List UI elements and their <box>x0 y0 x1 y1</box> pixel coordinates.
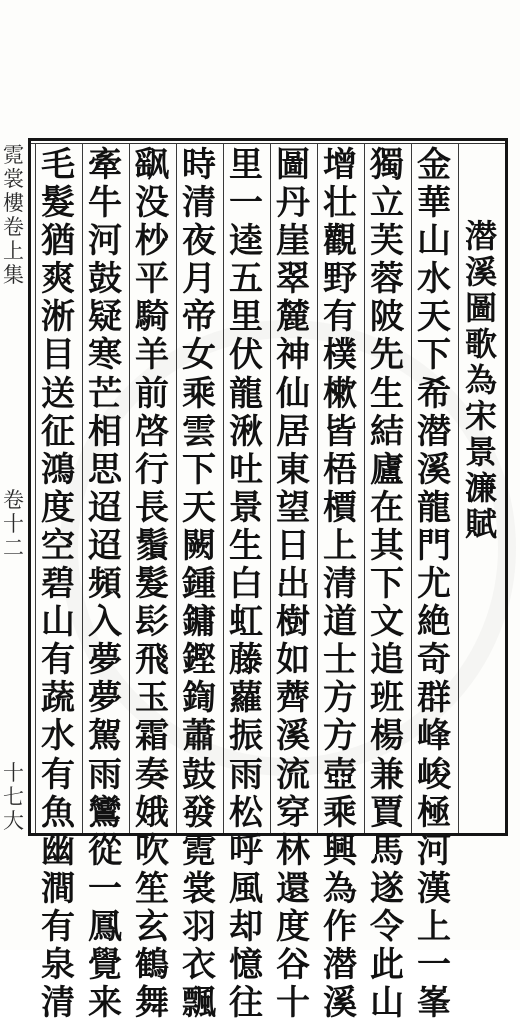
character: 振 <box>229 716 263 757</box>
character: 濂 <box>464 469 497 507</box>
character: 飛 <box>135 640 169 681</box>
character: 騎 <box>135 297 169 338</box>
character: 蔬 <box>41 678 75 719</box>
edge-character: 卷 <box>3 488 24 512</box>
character: 雲 <box>182 411 216 452</box>
character: 山 <box>417 221 451 262</box>
character: 五 <box>229 259 263 300</box>
character: 鬚 <box>135 525 169 566</box>
character: 壺 <box>323 754 357 795</box>
character: 帝 <box>182 297 216 338</box>
character: 長 <box>135 487 169 528</box>
character: 駕 <box>88 716 122 757</box>
character: 金 <box>417 145 451 185</box>
character: 羽 <box>182 906 216 947</box>
character: 牛 <box>88 183 122 224</box>
character: 清 <box>323 564 357 605</box>
character: 迢 <box>88 525 122 566</box>
character: 峻 <box>417 754 451 795</box>
character: 鴻 <box>41 449 75 490</box>
character: 河 <box>417 830 451 871</box>
character: 其 <box>370 525 404 566</box>
character: 群 <box>417 678 451 719</box>
character: 十 <box>276 983 310 1023</box>
character: 空 <box>41 525 75 566</box>
character: 飄 <box>182 983 216 1023</box>
character: 闕 <box>182 525 216 566</box>
character: 此 <box>370 944 404 985</box>
character: 東 <box>276 449 310 490</box>
character: 芙 <box>370 221 404 262</box>
character: 令 <box>370 906 404 947</box>
character: 賦 <box>464 505 497 543</box>
character: 有 <box>41 640 75 681</box>
character: 淅 <box>41 297 75 338</box>
character: 如 <box>276 640 310 681</box>
character: 羊 <box>135 335 169 376</box>
title-column <box>460 146 502 904</box>
character: 觀 <box>323 221 357 262</box>
edge-character: 七 <box>3 785 24 809</box>
text-column-4 <box>272 145 314 1023</box>
character: 尤 <box>417 564 451 605</box>
character: 蘿 <box>229 678 263 719</box>
edge-character: 卷 <box>3 215 24 239</box>
character: 夜 <box>182 221 216 262</box>
character: 奇 <box>417 640 451 681</box>
character: 毛 <box>41 145 75 185</box>
character: 思 <box>88 449 122 490</box>
character: 絶 <box>417 602 451 643</box>
character: 猶 <box>41 221 75 262</box>
column-rule <box>82 143 83 833</box>
character: 湫 <box>229 411 263 452</box>
character: 景 <box>464 433 497 471</box>
character: 迢 <box>88 487 122 528</box>
character: 樹 <box>276 602 310 643</box>
column-rule <box>129 143 130 833</box>
character: 兼 <box>370 754 404 795</box>
character: 廬 <box>370 449 404 490</box>
character: 班 <box>370 678 404 719</box>
character: 歌 <box>464 325 497 363</box>
character: 藤 <box>229 640 263 681</box>
edge-character: 十 <box>3 512 24 536</box>
text-column-1 <box>413 145 455 1023</box>
text-column-3 <box>319 145 361 1023</box>
character: 結 <box>370 411 404 452</box>
character: 天 <box>417 297 451 338</box>
character: 景 <box>229 487 263 528</box>
character: 還 <box>276 868 310 909</box>
character: 入 <box>88 602 122 643</box>
character: 往 <box>229 983 263 1023</box>
character: 從 <box>88 830 122 871</box>
character: 杪 <box>135 221 169 262</box>
character: 龍 <box>417 487 451 528</box>
character: 谷 <box>276 944 310 985</box>
character: 女 <box>182 335 216 376</box>
frame-right-border <box>505 138 508 836</box>
edge-page-number <box>0 761 27 809</box>
character: 先 <box>370 335 404 376</box>
character: 一 <box>88 868 122 909</box>
character: 峯 <box>417 983 451 1023</box>
text-column-8 <box>84 145 126 1023</box>
character: 潜 <box>464 217 497 255</box>
character: 相 <box>88 411 122 452</box>
character: 却 <box>229 906 263 947</box>
character: 一 <box>229 183 263 224</box>
character: 前 <box>135 373 169 414</box>
character: 在 <box>370 487 404 528</box>
character: 吐 <box>229 449 263 490</box>
character: 頻 <box>88 564 122 605</box>
edge-character: 二 <box>3 536 24 560</box>
character: 時 <box>182 145 216 185</box>
character: 虹 <box>229 602 263 643</box>
character: 雨 <box>229 754 263 795</box>
character: 度 <box>276 906 310 947</box>
character: 為 <box>464 361 497 399</box>
character: 鳳 <box>88 906 122 947</box>
character: 幽 <box>41 830 75 871</box>
character: 穿 <box>276 792 310 833</box>
page-edge-strip <box>0 143 27 833</box>
character: 生 <box>229 525 263 566</box>
character: 疑 <box>88 297 122 338</box>
column-rule <box>317 143 318 833</box>
edge-character: 上 <box>3 239 24 263</box>
character: 野 <box>323 259 357 300</box>
character: 望 <box>276 487 310 528</box>
character: 麓 <box>276 297 310 338</box>
character: 月 <box>182 259 216 300</box>
character: 圖 <box>464 289 497 327</box>
character: 增 <box>323 145 357 185</box>
character: 溪 <box>464 253 497 291</box>
character: 鍾 <box>182 564 216 605</box>
edge-character: 裳 <box>3 167 24 191</box>
character: 山 <box>41 602 75 643</box>
character: 楊 <box>370 716 404 757</box>
character: 衣 <box>182 944 216 985</box>
character: 裳 <box>182 868 216 909</box>
character: 峰 <box>417 716 451 757</box>
text-column-5 <box>225 145 267 1023</box>
character: 天 <box>182 487 216 528</box>
character: 清 <box>41 983 75 1023</box>
character: 追 <box>370 640 404 681</box>
character: 澗 <box>41 868 75 909</box>
character: 乘 <box>182 373 216 414</box>
character: 玉 <box>135 678 169 719</box>
edge-character: 十 <box>3 761 24 785</box>
character: 白 <box>229 564 263 605</box>
character: 里 <box>229 297 263 338</box>
character: 龍 <box>229 373 263 414</box>
character: 為 <box>323 868 357 909</box>
character: 伏 <box>229 335 263 376</box>
edge-foot-mark <box>0 809 27 833</box>
text-column-7 <box>131 145 173 1023</box>
character: 潜 <box>323 944 357 985</box>
column-rule <box>270 143 271 833</box>
character: 吹 <box>135 830 169 871</box>
edge-volume-number <box>0 488 27 560</box>
character: 風 <box>229 868 263 909</box>
character: 碧 <box>41 564 75 605</box>
character: 髟 <box>135 602 169 643</box>
character: 笙 <box>135 868 169 909</box>
character: 鍧 <box>182 678 216 719</box>
character: 送 <box>41 373 75 414</box>
character: 覺 <box>88 944 122 985</box>
character: 陂 <box>370 297 404 338</box>
character: 下 <box>417 335 451 376</box>
character: 呼 <box>229 830 263 871</box>
character: 馬 <box>370 830 404 871</box>
character: 鏞 <box>182 602 216 643</box>
character: 林 <box>276 830 310 871</box>
character: 逵 <box>229 221 263 262</box>
character: 希 <box>417 373 451 414</box>
character: 髮 <box>41 183 75 224</box>
character: 夢 <box>88 678 122 719</box>
character: 奏 <box>135 754 169 795</box>
character: 賈 <box>370 792 404 833</box>
character: 娥 <box>135 792 169 833</box>
character: 有 <box>41 754 75 795</box>
character: 潜 <box>417 411 451 452</box>
character: 鸞 <box>88 792 122 833</box>
edge-character: 大 <box>3 809 24 833</box>
character: 丹 <box>276 183 310 224</box>
character: 檟 <box>323 487 357 528</box>
frame-top-inner-rule <box>30 143 508 144</box>
character: 溪 <box>276 716 310 757</box>
character: 牽 <box>88 145 122 185</box>
character: 獨 <box>370 145 404 185</box>
character: 乘 <box>323 792 357 833</box>
edge-character: 集 <box>3 263 24 287</box>
character: 有 <box>323 297 357 338</box>
character: 夢 <box>88 640 122 681</box>
character: 方 <box>323 716 357 757</box>
character: 漢 <box>417 868 451 909</box>
character: 鶴 <box>135 944 169 985</box>
character: 梧 <box>323 449 357 490</box>
character: 上 <box>417 906 451 947</box>
column-rule <box>223 143 224 833</box>
character: 水 <box>417 259 451 300</box>
character: 蕭 <box>182 716 216 757</box>
character: 舞 <box>135 983 169 1023</box>
character: 清 <box>182 183 216 224</box>
character: 下 <box>370 564 404 605</box>
character: 道 <box>323 602 357 643</box>
character: 溪 <box>323 983 357 1023</box>
character: 華 <box>417 183 451 224</box>
character: 上 <box>323 525 357 566</box>
character: 魚 <box>41 792 75 833</box>
character: 寒 <box>88 335 122 376</box>
character: 行 <box>135 449 169 490</box>
character: 里 <box>229 145 263 185</box>
character: 興 <box>323 830 357 871</box>
character: 没 <box>135 183 169 224</box>
character: 鏗 <box>182 640 216 681</box>
column-rule <box>411 143 412 833</box>
character: 發 <box>182 792 216 833</box>
character: 雨 <box>88 754 122 795</box>
character: 仙 <box>276 373 310 414</box>
character: 薺 <box>276 678 310 719</box>
character: 門 <box>417 525 451 566</box>
character: 流 <box>276 754 310 795</box>
character: 遂 <box>370 868 404 909</box>
character: 度 <box>41 487 75 528</box>
edge-book-title <box>0 143 27 287</box>
character: 皆 <box>323 411 357 452</box>
character: 啓 <box>135 411 169 452</box>
character: 鼓 <box>88 259 122 300</box>
text-column-9 <box>37 145 79 1023</box>
character: 泉 <box>41 944 75 985</box>
character: 極 <box>417 792 451 833</box>
text-column-2 <box>366 145 408 1023</box>
character: 山 <box>370 983 404 1023</box>
text-column-6 <box>178 145 220 1023</box>
character: 壮 <box>323 183 357 224</box>
character: 髮 <box>135 564 169 605</box>
character: 日 <box>276 525 310 566</box>
character: 翠 <box>276 259 310 300</box>
column-rule <box>35 143 36 833</box>
character: 飖 <box>135 145 169 185</box>
character: 居 <box>276 411 310 452</box>
character: 松 <box>229 792 263 833</box>
character: 方 <box>323 678 357 719</box>
column-rule <box>458 143 459 833</box>
column-rule <box>364 143 365 833</box>
edge-character: 霓 <box>3 143 24 167</box>
character: 玄 <box>135 906 169 947</box>
character: 樕 <box>323 373 357 414</box>
character: 圖 <box>276 145 310 185</box>
character: 芒 <box>88 373 122 414</box>
character: 士 <box>323 640 357 681</box>
character: 溪 <box>417 449 451 490</box>
character: 霜 <box>135 716 169 757</box>
frame-top-border <box>30 138 508 141</box>
column-rule <box>176 143 177 833</box>
character: 憶 <box>229 944 263 985</box>
character: 神 <box>276 335 310 376</box>
character: 崖 <box>276 221 310 262</box>
character: 作 <box>323 906 357 947</box>
character: 来 <box>88 983 122 1023</box>
character: 霓 <box>182 830 216 871</box>
character: 出 <box>276 564 310 605</box>
character: 宋 <box>464 397 497 435</box>
character: 生 <box>370 373 404 414</box>
character: 征 <box>41 411 75 452</box>
character: 蓉 <box>370 259 404 300</box>
character: 河 <box>88 221 122 262</box>
character: 平 <box>135 259 169 300</box>
character: 有 <box>41 906 75 947</box>
frame-left-border <box>28 138 31 836</box>
character: 爽 <box>41 259 75 300</box>
character: 文 <box>370 602 404 643</box>
edge-character: 樓 <box>3 191 24 215</box>
character: 下 <box>182 449 216 490</box>
character: 水 <box>41 716 75 757</box>
character: 目 <box>41 335 75 376</box>
character: 鼓 <box>182 754 216 795</box>
character: 樸 <box>323 335 357 376</box>
character: 立 <box>370 183 404 224</box>
character: 一 <box>417 944 451 985</box>
